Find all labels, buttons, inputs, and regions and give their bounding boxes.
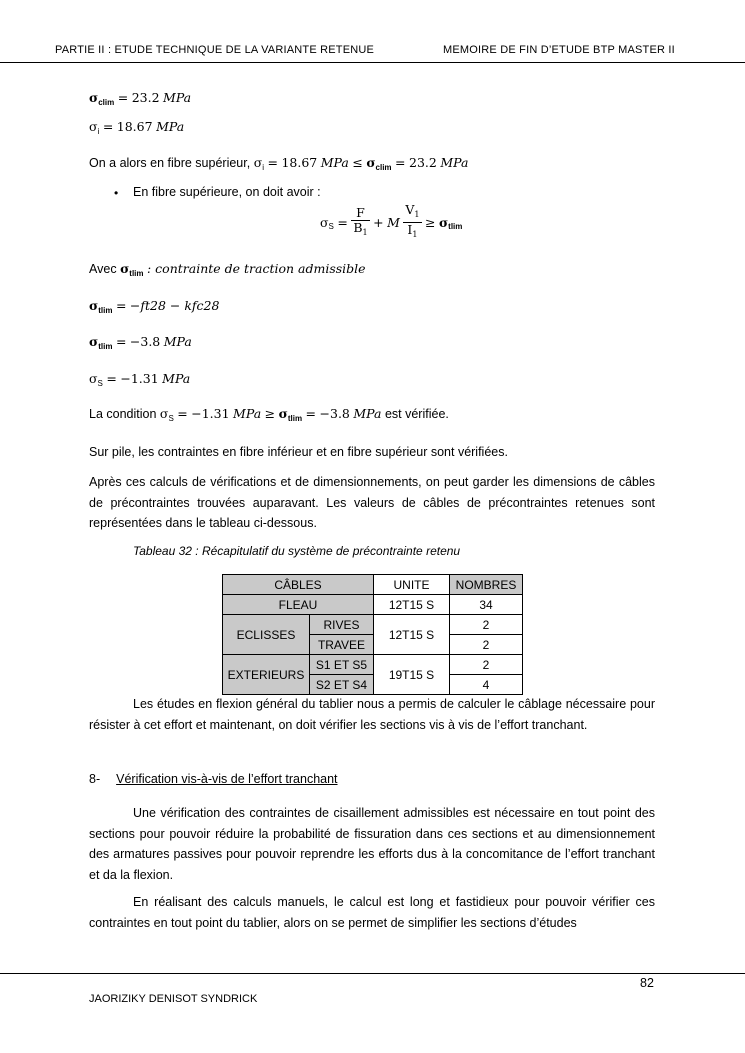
eq-sigma-clim: $\sigma_{clim} = 23.2$ MPa [89, 90, 192, 107]
cell-travee-nb: 2 [450, 635, 523, 655]
bullet-marker: • [114, 186, 119, 200]
eq-tlim-val: $\sigma_{tlim} = -3.8$ MPa [89, 334, 192, 351]
cell-s1s5: S1 ET S5 [310, 655, 374, 675]
cell-rives: RIVES [310, 615, 374, 635]
paragraph-pile: Sur pile, les contraintes en fibre inférieur et en fibre supérieur sont vérifiées. [89, 445, 508, 459]
eq-condition: La condition $\sigma_S = -1.31$ MPa ≥ $\sigma_{tlim} = -3.8$ MPa est vérifiée. [89, 406, 449, 423]
cell-travee: TRAVEE [310, 635, 374, 655]
eq-avec: Avec $\sigma_{tlim}$ : contrainte de traction admissible [89, 261, 366, 278]
paragraph-realisant: En réalisant des calculs manuels, le calcul est long et fastidieux pour pouvoir vérifier ces contraintes en tout point du tablier, alors on se permet de simplifier les sections d’études [89, 895, 655, 930]
footer-author: JAORIZIKY DENISOT SYNDRICK [89, 993, 258, 1005]
table-caption: Tableau 32 : Récapitulatif du système de précontrainte retenu [133, 544, 461, 558]
eq-tlim-expr: $\sigma_{tlim} = -ft28 - kfc28$ [89, 298, 220, 315]
eq-sigma-i: $\sigma_i = 18.67$ MPa [89, 119, 185, 136]
section-title: Vérification vis-à-vis de l’effort tranchant [116, 772, 338, 786]
section-number: 8- [89, 772, 101, 786]
th-unite: UNITE [374, 575, 450, 595]
th-cables: CÂBLES [223, 575, 374, 595]
eq-sigma-s-formula: $\sigma_S$ = $\frac{F}{B_1}$ + M $\frac{V_1}{I_1}$ ≥ $\sigma_{tlim}$ [320, 202, 463, 239]
paragraph-apres: Après ces calculs de vérifications et de dimensionnements, on peut garder les dimensions de câbles de précontraintes trouvées auparavant. Les valeurs de câbles de précontraintes retenues sont représentées dans le tableau ci-dessous. [89, 475, 655, 530]
cell-fleau-unite: 12T15 S [374, 595, 450, 615]
header-rule [0, 62, 745, 63]
section-heading [89, 772, 338, 786]
cell-s1s5-nb: 2 [450, 655, 523, 675]
page-number: 82 [640, 976, 654, 990]
cell-fleau: FLEAU [223, 595, 374, 615]
header-right: MEMOIRE DE FIN D’ETUDE BTP MASTER II [443, 44, 675, 56]
header-left: PARTIE II : ETUDE TECHNIQUE DE LA VARIANTE RETENUE [55, 44, 375, 56]
cell-ext-unite: 19T15 S [374, 655, 450, 695]
cell-s2s4-nb: 4 [450, 675, 523, 695]
cell-s2s4: S2 ET S4 [310, 675, 374, 695]
cell-exterieurs: EXTERIEURS [223, 655, 310, 695]
eq-fibre-sup: On a alors en fibre supérieur, $\sigma_i = 18.67$ MPa ≤ $\sigma_{clim} = 23.2$ MPa [89, 155, 469, 172]
cell-rives-nb: 2 [450, 615, 523, 635]
paragraph-verification: Une vérification des contraintes de cisaillement admissibles est nécessaire en tout point des sections pour pouvoir réduire la probabilité de fissuration dans ces sections et au dimensionnement des armatures passives pour pouvoir reprendre les efforts dus à la concomitance de l’effort tranchant et da la flexion. [89, 806, 655, 882]
recap-table [222, 574, 523, 695]
footer-rule [0, 973, 745, 974]
eq-sigma-s-val: $\sigma_S = -1.31$ MPa [89, 371, 191, 388]
paragraph-etudes: Les études en flexion général du tablier nous a permis de calculer le câblage nécessaire pour résister à cet effort et maintenant, on doit vérifier les sections vis à vis de l’effort tranchant. [89, 697, 655, 732]
cell-eclisses-unite: 12T15 S [374, 615, 450, 655]
th-nombres: NOMBRES [450, 575, 523, 595]
bullet-text: En fibre supérieure, on doit avoir : [133, 185, 321, 199]
cell-eclisses: ECLISSES [223, 615, 310, 655]
cell-fleau-nb: 34 [450, 595, 523, 615]
